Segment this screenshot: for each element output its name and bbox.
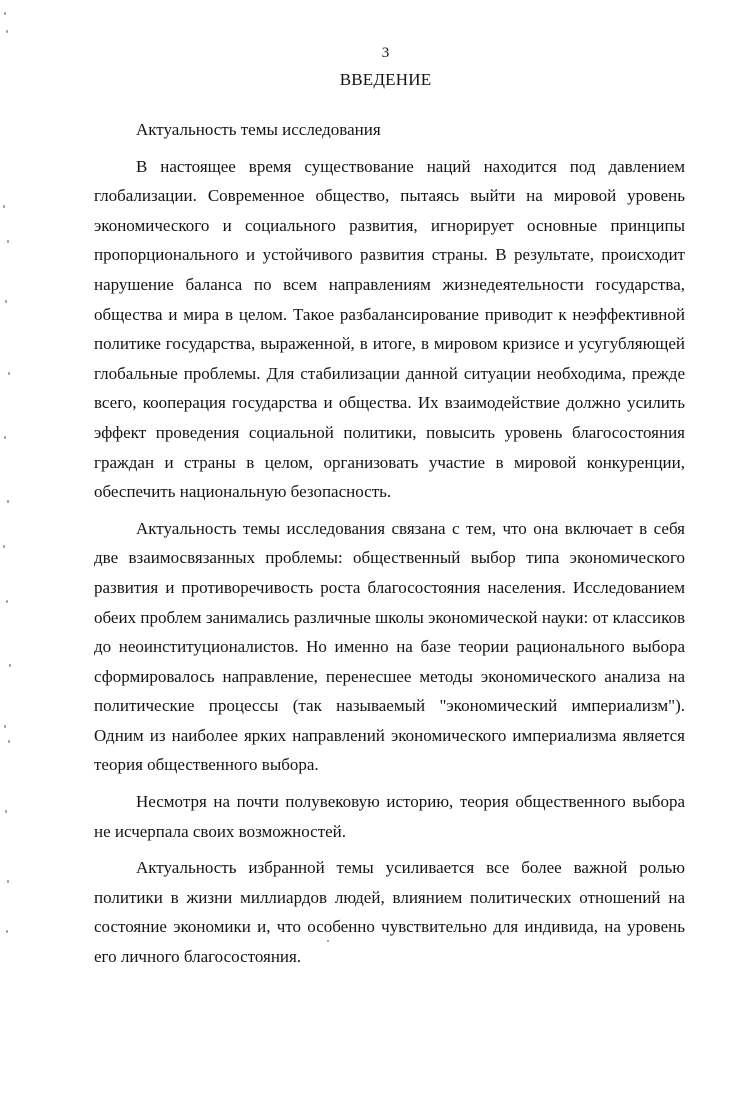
page-number: 3	[381, 45, 390, 61]
paragraph: Несмотря на почти полувековую историю, теория общественного выбора не исчерпала своих возможностей.	[94, 792, 685, 841]
subsection-title: Актуальность темы исследования	[136, 120, 381, 139]
scan-speck	[7, 500, 9, 503]
section-heading: ВВЕДЕНИЕ	[339, 70, 432, 89]
scan-speck	[3, 545, 5, 548]
scan-speck	[6, 30, 8, 33]
paragraph: Актуальность избранной темы усиливается все более важной ролью политики в жизни миллиардов людей, влиянием политических отношений на состояние экономики и, что особенно чувствительно для индивида, на уровень его личного благосостояния.	[94, 858, 685, 967]
scan-speck	[5, 300, 7, 303]
scan-speck	[6, 600, 8, 603]
scan-speck	[4, 12, 6, 15]
scan-speck	[5, 810, 7, 813]
scan-dot	[327, 940, 329, 942]
scan-speck	[6, 930, 8, 933]
paragraph: В настоящее время существование наций находится под давлением глобализации. Современное общество, пытаясь выйти на мировой уровень экономического и социального развития, игнорирует основные принципы пропорционального и устойчивого развития страны. В результате, происходит нарушение баланса по всем направлениям жизнедеятельности государства, общества и мира в целом. Такое разбалансирование приводит к неэффективной политике государства, выраженной, в итоге, в мировом кризисе и усугубляющей глобальные проблемы. Для стабилизации данной ситуации необходима, прежде всего, кооперация государства и общества. Их взаимодействие должно усилить эффект проведения социальной политики, повысить уровень благосостояния граждан и страны в целом, организовать участие в мировой конкуренции, обеспечить национальную безопасность.	[94, 156, 685, 502]
scan-speck	[3, 205, 5, 208]
scan-speck	[8, 372, 10, 375]
paragraph: Актуальность темы исследования связана с тем, что она включает в себя две взаимосвязанных проблемы: общественный выбор типа экономического развития и противоречивость роста благосостояния населения. Исследованием обеих проблем занимались различные школы экономической науки: от классиков до неоинституционалистов. Но именно на базе теории рационального выбора сформировалось направление, перенесшее методы экономического анализа на политические процессы (так называемый "экономический империализм"). Одним из наиболее ярких направлений экономического империализма является теория общественного выбора.	[94, 518, 685, 775]
scan-speck	[9, 664, 11, 667]
scan-speck	[8, 740, 10, 743]
scan-speck	[4, 436, 6, 439]
scan-speck	[4, 725, 6, 728]
body-text	[94, 115, 685, 972]
scan-speck	[7, 240, 9, 243]
scan-speck	[7, 880, 9, 883]
